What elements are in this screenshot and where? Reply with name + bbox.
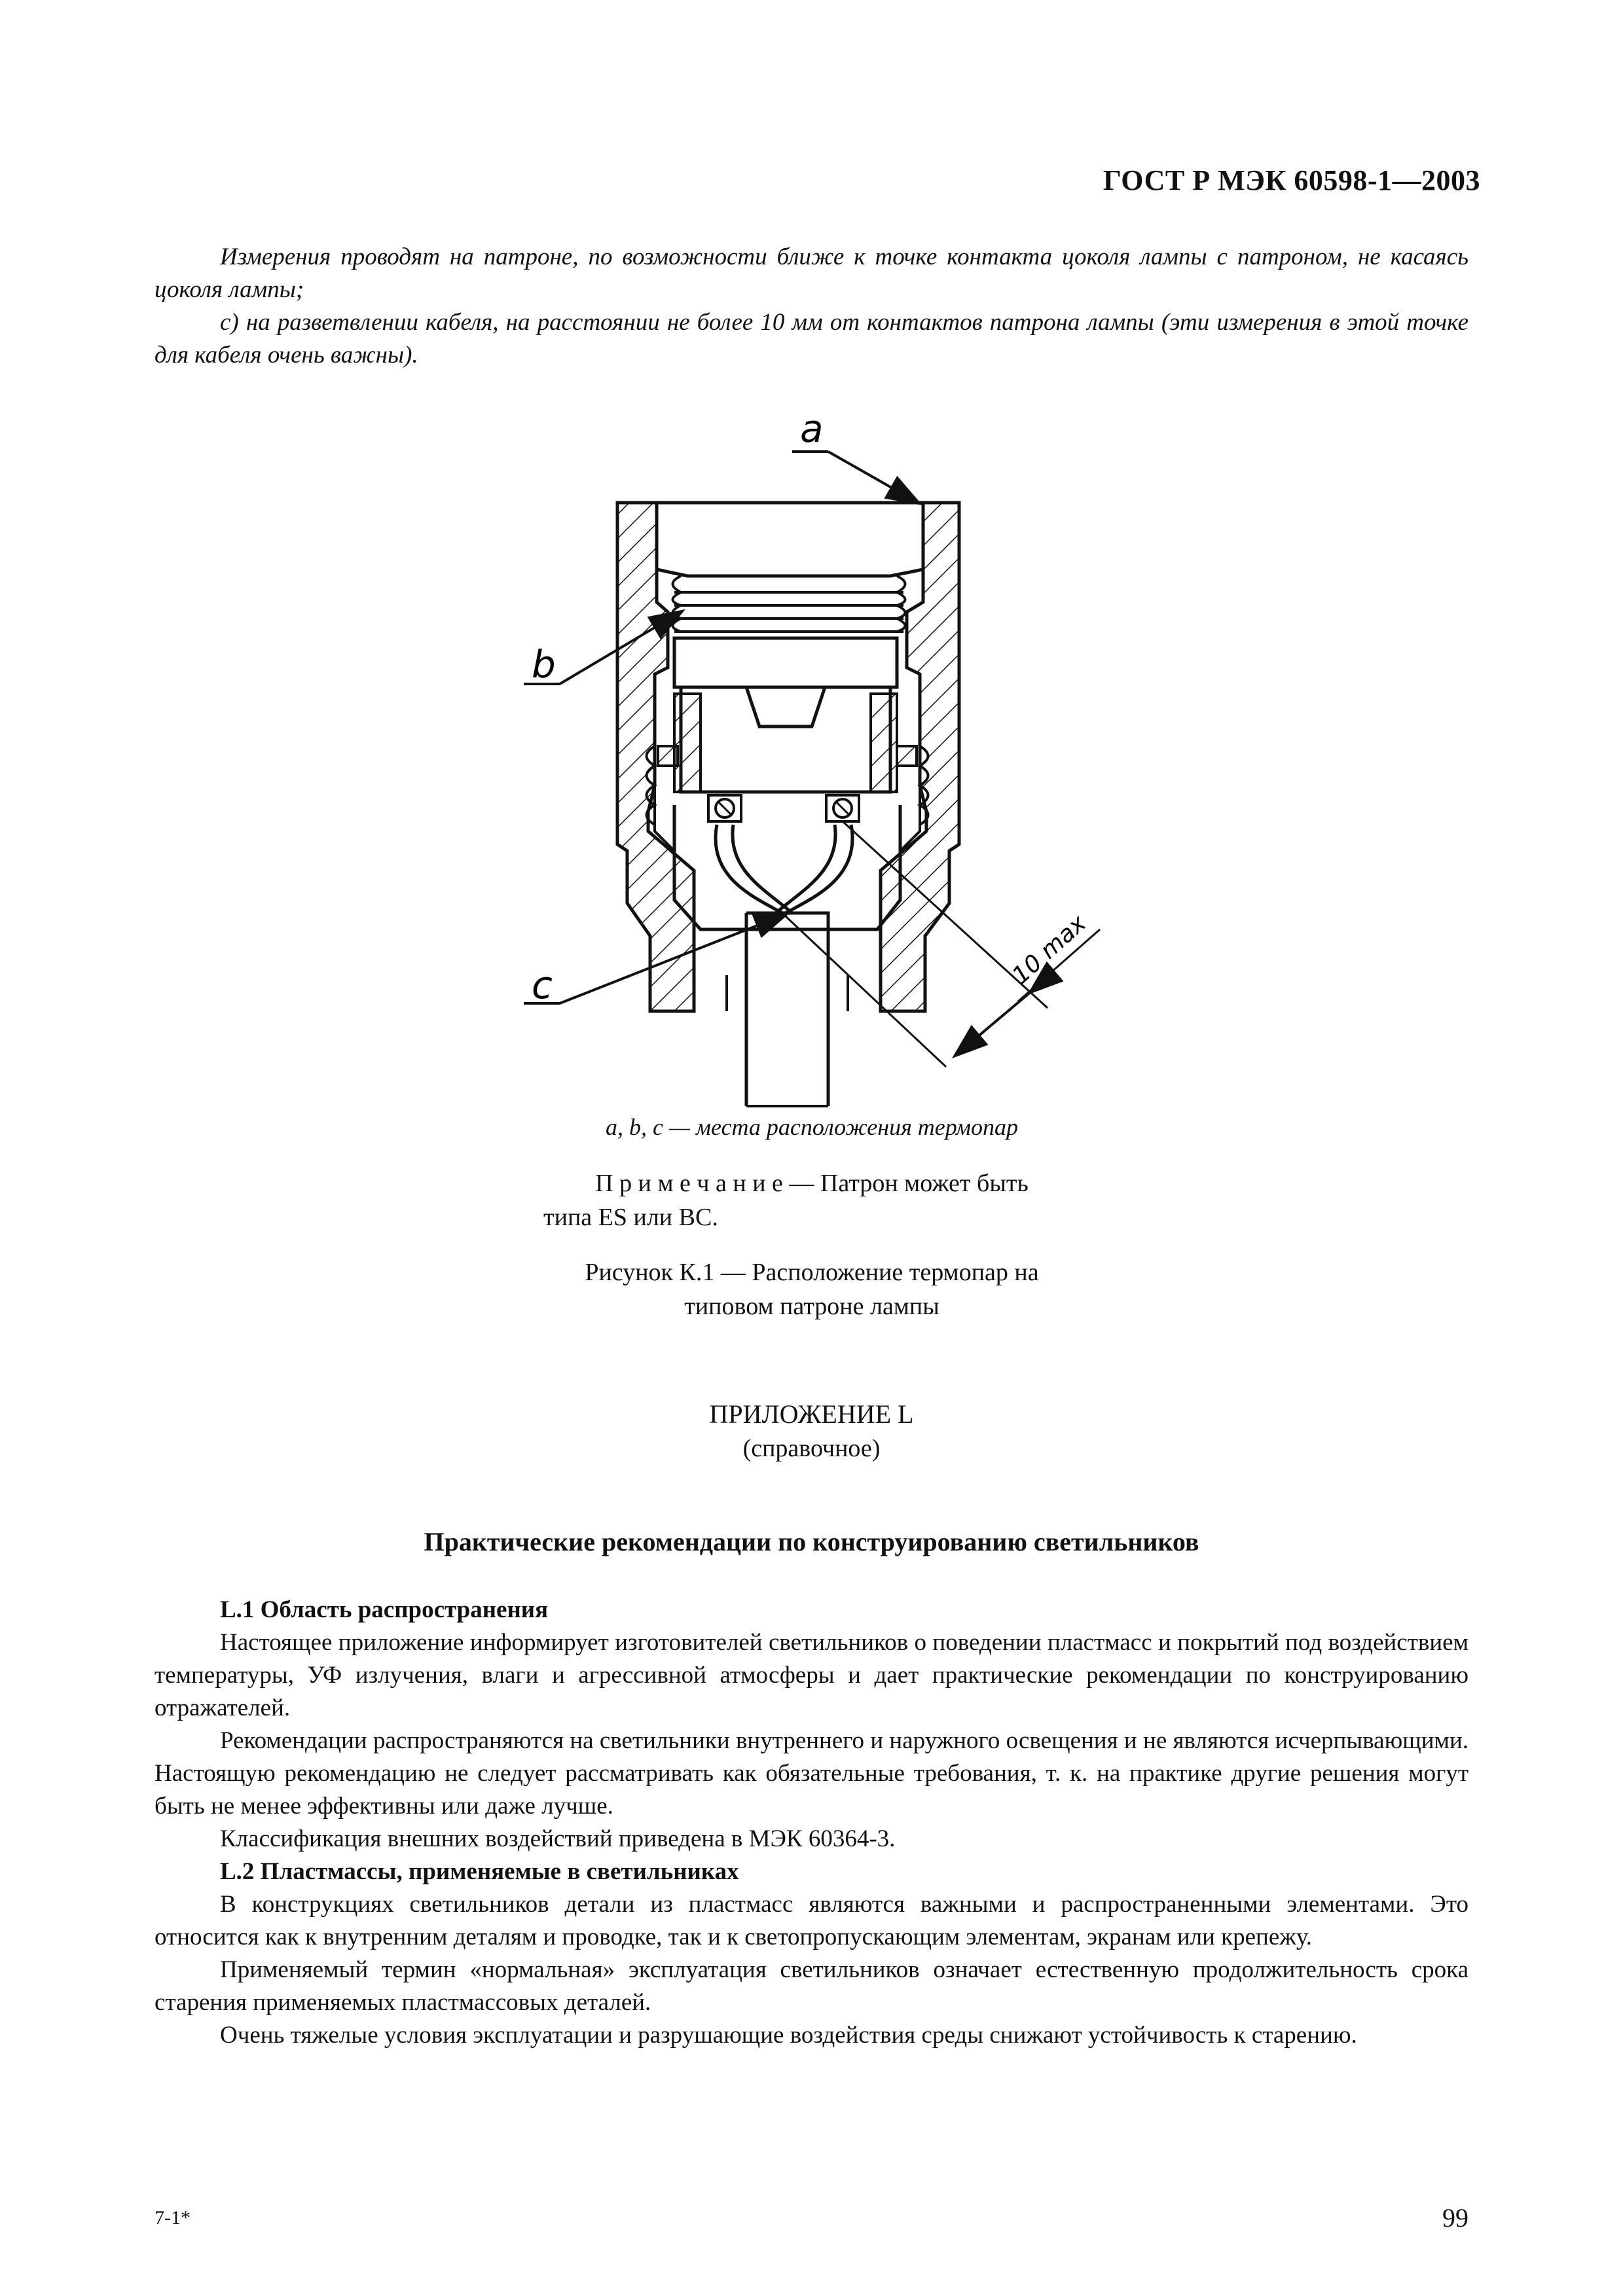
intro-paragraph-1: Измерения проводят на патроне, по возможности ближе к точке контакта цоколя лампы с патроном, не касаясь цоколя лампы; [155, 243, 1468, 303]
wires [716, 825, 852, 913]
figure-legend [576, 1111, 1048, 1143]
caption-line-2: типовом патроне лампы [684, 1293, 939, 1320]
section-l2-paragraph-2: Применяемый термин «нормальная» эксплуатация светильников означает естественную продолжительность срока старения применяемых пластмассовых деталей. [155, 1956, 1468, 2016]
section-l2-paragraph-3: Очень тяжелые условия эксплуатации и разрушающие воздействия среды снижают устойчивость к старению. [220, 2022, 1357, 2049]
standard-code-header: ГОСТ Р МЭК 60598-1—2003 [1103, 164, 1480, 196]
section-l1-title: L.1 Область распространения [220, 1596, 549, 1623]
figure-note [524, 1166, 1100, 1234]
section-l2-paragraph-1: В конструкциях светильников детали из пластмасс являются важными и распространенными элементами. Это относится как к внутренним деталям и проводке, так и к светопропускающим элементам, экранам или крепежу. [155, 1891, 1468, 1950]
dimension-label: 10 max [1007, 910, 1091, 990]
appendix-subtitle: (справочное) [742, 1435, 881, 1462]
appendix-title: ПРИЛОЖЕНИЕ L [709, 1399, 914, 1429]
figure-caption [524, 1255, 1100, 1323]
appendix-heading: Практические рекомендации по конструированию светильников [424, 1527, 1199, 1556]
insulator-block [681, 687, 890, 792]
label-c: c [532, 963, 553, 1007]
label-a: a [800, 406, 824, 451]
note-text-2: типа ES или BC. [543, 1204, 718, 1231]
appendix-body [155, 1594, 1468, 2052]
cable [746, 913, 828, 1106]
note-text: — Патрон может быть [782, 1170, 1029, 1197]
thread-lines [673, 576, 905, 632]
intro-paragraph-2: c) на разветвлении кабеля, на расстоянии не более 10 мм от контактов патрона лампы (эти измерения в этой точке для кабеля очень важны). [155, 309, 1468, 368]
caption-line-1: Рисунок К.1 — Расположение термопар на [585, 1259, 1039, 1286]
legend-text: a, b, c — места расположения термопар [606, 1114, 1018, 1140]
section-l1-paragraph-1: Настоящее приложение информирует изготовителей светильников о поведении пластмасс и покрытий под воздействием температуры, УФ излучения, влаги и агрессивной атмосферы и дает практические рекомендации по конструированию отражателей. [155, 1629, 1468, 1721]
page-number: 99 [1442, 2203, 1468, 2233]
sheet-mark: 7-1* [155, 2207, 191, 2229]
section-l1-paragraph-2: Рекомендации распространяются на светильники внутреннего и наружного освещения и не являются исчерпывающими. Настоящую рекомендацию не следует рассматривать как обязательные требования, т. к. на практике другие решения могут быть не менее эффективны или даже лучше. [155, 1727, 1468, 1820]
section-l2-title: L.2 Пластмассы, применяемые в светильниках [220, 1858, 739, 1885]
section-l1-paragraph-3: Классификация внешних воздействий приведена в МЭК 60364-3. [220, 1825, 896, 1852]
note-label: П р и м е ч а н и е [595, 1170, 783, 1197]
label-b: b [532, 642, 556, 687]
